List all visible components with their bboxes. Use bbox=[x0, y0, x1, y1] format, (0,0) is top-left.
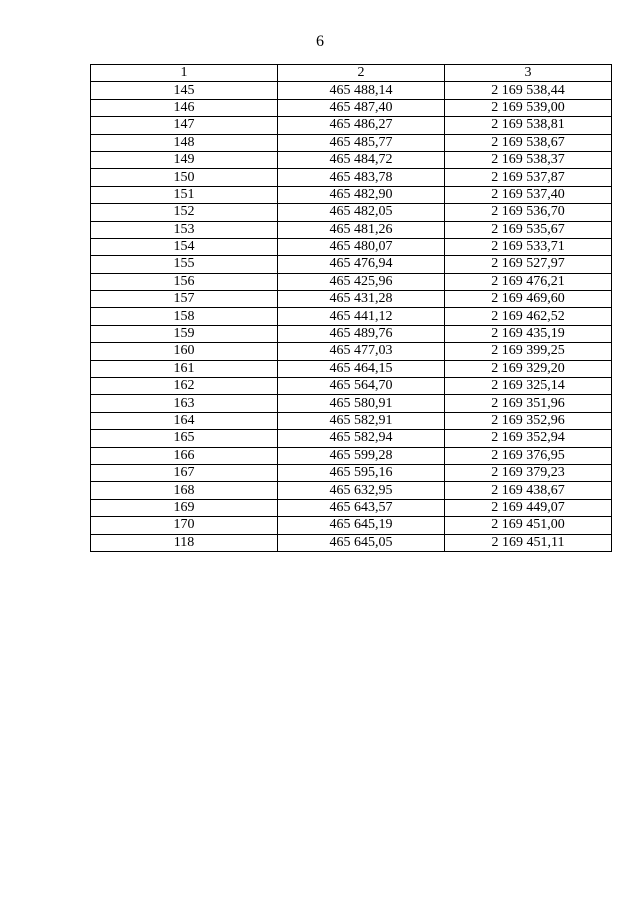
table-row bbox=[91, 447, 612, 464]
table-row bbox=[91, 82, 612, 99]
x-coordinate-cell: 465 645,05 bbox=[278, 534, 445, 551]
x-coordinate-cell: 465 595,16 bbox=[278, 464, 445, 481]
x-coordinate-cell: 465 483,78 bbox=[278, 169, 445, 186]
column-header: 2 bbox=[278, 65, 445, 82]
x-coordinate-cell: 465 477,03 bbox=[278, 343, 445, 360]
point-number-cell: 147 bbox=[91, 117, 278, 134]
table-row bbox=[91, 273, 612, 290]
point-number-cell: 169 bbox=[91, 499, 278, 516]
table-row bbox=[91, 204, 612, 221]
y-coordinate-cell: 2 169 451,00 bbox=[445, 517, 612, 534]
table-body bbox=[91, 65, 612, 552]
table-row bbox=[91, 430, 612, 447]
x-coordinate-cell: 465 486,27 bbox=[278, 117, 445, 134]
table-row bbox=[91, 99, 612, 116]
y-coordinate-cell: 2 169 537,87 bbox=[445, 169, 612, 186]
point-number-cell: 154 bbox=[91, 238, 278, 255]
x-coordinate-cell: 465 488,14 bbox=[278, 82, 445, 99]
point-number-cell: 160 bbox=[91, 343, 278, 360]
x-coordinate-cell: 465 481,26 bbox=[278, 221, 445, 238]
table-row bbox=[91, 238, 612, 255]
x-coordinate-cell: 465 464,15 bbox=[278, 360, 445, 377]
table-row bbox=[91, 378, 612, 395]
point-number-cell: 159 bbox=[91, 325, 278, 342]
table-row bbox=[91, 291, 612, 308]
x-coordinate-cell: 465 482,05 bbox=[278, 204, 445, 221]
y-coordinate-cell: 2 169 538,44 bbox=[445, 82, 612, 99]
y-coordinate-cell: 2 169 435,19 bbox=[445, 325, 612, 342]
page-number: 6 bbox=[316, 33, 324, 50]
table-header-row bbox=[91, 65, 612, 82]
table-row bbox=[91, 499, 612, 516]
point-number-cell: 155 bbox=[91, 256, 278, 273]
point-number-cell: 161 bbox=[91, 360, 278, 377]
table-row bbox=[91, 134, 612, 151]
y-coordinate-cell: 2 169 533,71 bbox=[445, 238, 612, 255]
point-number-cell: 151 bbox=[91, 186, 278, 203]
y-coordinate-cell: 2 169 438,67 bbox=[445, 482, 612, 499]
table-row bbox=[91, 151, 612, 168]
table-row bbox=[91, 482, 612, 499]
x-coordinate-cell: 465 582,94 bbox=[278, 430, 445, 447]
point-number-cell: 148 bbox=[91, 134, 278, 151]
table-row bbox=[91, 412, 612, 429]
x-coordinate-cell: 465 580,91 bbox=[278, 395, 445, 412]
y-coordinate-cell: 2 169 399,25 bbox=[445, 343, 612, 360]
table-row bbox=[91, 221, 612, 238]
y-coordinate-cell: 2 169 329,20 bbox=[445, 360, 612, 377]
point-number-cell: 168 bbox=[91, 482, 278, 499]
x-coordinate-cell: 465 599,28 bbox=[278, 447, 445, 464]
y-coordinate-cell: 2 169 539,00 bbox=[445, 99, 612, 116]
point-number-cell: 166 bbox=[91, 447, 278, 464]
x-coordinate-cell: 465 489,76 bbox=[278, 325, 445, 342]
y-coordinate-cell: 2 169 351,96 bbox=[445, 395, 612, 412]
y-coordinate-cell: 2 169 538,67 bbox=[445, 134, 612, 151]
column-header: 3 bbox=[445, 65, 612, 82]
y-coordinate-cell: 2 169 469,60 bbox=[445, 291, 612, 308]
y-coordinate-cell: 2 169 536,70 bbox=[445, 204, 612, 221]
table-row bbox=[91, 325, 612, 342]
y-coordinate-cell: 2 169 476,21 bbox=[445, 273, 612, 290]
x-coordinate-cell: 465 484,72 bbox=[278, 151, 445, 168]
table-row bbox=[91, 117, 612, 134]
table-row bbox=[91, 186, 612, 203]
x-coordinate-cell: 465 564,70 bbox=[278, 378, 445, 395]
y-coordinate-cell: 2 169 449,07 bbox=[445, 499, 612, 516]
point-number-cell: 156 bbox=[91, 273, 278, 290]
x-coordinate-cell: 465 582,91 bbox=[278, 412, 445, 429]
table-row bbox=[91, 464, 612, 481]
point-number-cell: 145 bbox=[91, 82, 278, 99]
point-number-cell: 170 bbox=[91, 517, 278, 534]
y-coordinate-cell: 2 169 352,96 bbox=[445, 412, 612, 429]
point-number-cell: 150 bbox=[91, 169, 278, 186]
point-number-cell: 164 bbox=[91, 412, 278, 429]
y-coordinate-cell: 2 169 379,23 bbox=[445, 464, 612, 481]
y-coordinate-cell: 2 169 462,52 bbox=[445, 308, 612, 325]
point-number-cell: 162 bbox=[91, 378, 278, 395]
x-coordinate-cell: 465 487,40 bbox=[278, 99, 445, 116]
x-coordinate-cell: 465 482,90 bbox=[278, 186, 445, 203]
table-row bbox=[91, 534, 612, 551]
y-coordinate-cell: 2 169 538,37 bbox=[445, 151, 612, 168]
point-number-cell: 118 bbox=[91, 534, 278, 551]
point-number-cell: 157 bbox=[91, 291, 278, 308]
table-row bbox=[91, 169, 612, 186]
y-coordinate-cell: 2 169 376,95 bbox=[445, 447, 612, 464]
x-coordinate-cell: 465 425,96 bbox=[278, 273, 445, 290]
table-row bbox=[91, 343, 612, 360]
point-number-cell: 146 bbox=[91, 99, 278, 116]
point-number-cell: 152 bbox=[91, 204, 278, 221]
y-coordinate-cell: 2 169 537,40 bbox=[445, 186, 612, 203]
x-coordinate-cell: 465 476,94 bbox=[278, 256, 445, 273]
y-coordinate-cell: 2 169 527,97 bbox=[445, 256, 612, 273]
point-number-cell: 167 bbox=[91, 464, 278, 481]
table-row bbox=[91, 360, 612, 377]
table-row bbox=[91, 256, 612, 273]
table-row bbox=[91, 517, 612, 534]
y-coordinate-cell: 2 169 352,94 bbox=[445, 430, 612, 447]
y-coordinate-cell: 2 169 535,67 bbox=[445, 221, 612, 238]
point-number-cell: 149 bbox=[91, 151, 278, 168]
coordinates-table bbox=[90, 64, 612, 552]
x-coordinate-cell: 465 632,95 bbox=[278, 482, 445, 499]
x-coordinate-cell: 465 643,57 bbox=[278, 499, 445, 516]
x-coordinate-cell: 465 485,77 bbox=[278, 134, 445, 151]
x-coordinate-cell: 465 441,12 bbox=[278, 308, 445, 325]
y-coordinate-cell: 2 169 451,11 bbox=[445, 534, 612, 551]
y-coordinate-cell: 2 169 325,14 bbox=[445, 378, 612, 395]
point-number-cell: 153 bbox=[91, 221, 278, 238]
point-number-cell: 158 bbox=[91, 308, 278, 325]
x-coordinate-cell: 465 431,28 bbox=[278, 291, 445, 308]
point-number-cell: 165 bbox=[91, 430, 278, 447]
x-coordinate-cell: 465 480,07 bbox=[278, 238, 445, 255]
table-row bbox=[91, 308, 612, 325]
x-coordinate-cell: 465 645,19 bbox=[278, 517, 445, 534]
point-number-cell: 163 bbox=[91, 395, 278, 412]
column-header: 1 bbox=[91, 65, 278, 82]
table-row bbox=[91, 395, 612, 412]
y-coordinate-cell: 2 169 538,81 bbox=[445, 117, 612, 134]
